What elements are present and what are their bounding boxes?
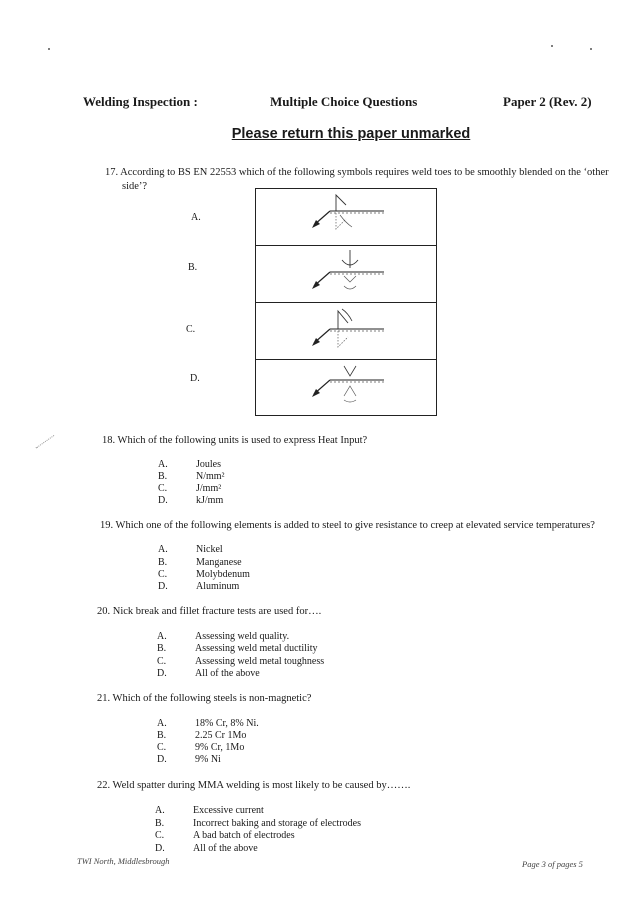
q22-option-d xyxy=(155,843,258,854)
q18-option-d xyxy=(158,495,223,506)
q17-option-c-letter: C. xyxy=(186,324,196,335)
option-letter: D. xyxy=(155,843,165,854)
option-letter: C. xyxy=(157,742,167,753)
option-letter: A. xyxy=(158,544,168,555)
weld-symbol-b-icon xyxy=(256,246,436,303)
q17-option-b-letter: B. xyxy=(188,262,198,273)
option-letter: A. xyxy=(157,631,167,642)
option-text: N/mm² xyxy=(196,471,225,482)
q17-option-d-letter: D. xyxy=(190,373,200,384)
q22-option-b xyxy=(155,818,361,829)
header-title: Multiple Choice Questions xyxy=(270,94,418,109)
option-letter: C. xyxy=(158,483,168,494)
option-text: Assessing weld quality. xyxy=(195,631,290,642)
option-text: Nickel xyxy=(196,544,223,555)
q19-option-a xyxy=(158,544,223,555)
option-text: Assessing weld metal ductility xyxy=(195,643,318,654)
option-letter: D. xyxy=(158,495,168,506)
question-20-stem: 20. Nick break and fillet fracture tests are used for…. xyxy=(97,606,322,617)
question-18-stem: 18. Which of the following units is used to express Heat Input? xyxy=(102,435,368,446)
q18-option-a xyxy=(158,459,221,470)
option-text: Manganese xyxy=(196,557,242,568)
option-letter: D. xyxy=(158,581,168,592)
header-subject: Welding Inspection : xyxy=(83,94,198,109)
weld-symbol-d xyxy=(256,360,436,417)
option-text: 9% Ni xyxy=(195,754,221,765)
q20-option-a xyxy=(157,631,289,642)
option-letter: B. xyxy=(158,557,168,568)
q19-option-d xyxy=(158,581,239,592)
notice xyxy=(0,125,638,143)
option-text: All of the above xyxy=(195,668,260,679)
option-text: A bad batch of electrodes xyxy=(193,830,295,841)
option-letter: C. xyxy=(158,569,168,580)
option-text: kJ/mm xyxy=(196,495,224,506)
option-letter: B. xyxy=(157,643,167,654)
weld-symbols-table xyxy=(255,188,437,416)
option-letter: B. xyxy=(155,818,165,829)
option-letter: A. xyxy=(157,718,167,729)
option-letter: D. xyxy=(157,754,167,765)
option-letter: D. xyxy=(157,668,167,679)
q20-option-d xyxy=(157,668,260,679)
weld-symbol-c xyxy=(256,303,436,360)
q18-option-b xyxy=(158,471,225,482)
q22-option-c xyxy=(155,830,295,841)
option-text: 9% Cr, 1Mo xyxy=(195,742,245,753)
q19-option-c xyxy=(158,569,250,580)
option-letter: C. xyxy=(157,656,167,667)
q20-option-b xyxy=(157,643,318,654)
option-text: J/mm² xyxy=(196,483,222,494)
scan-mark xyxy=(36,435,63,460)
option-text: Excessive current xyxy=(193,805,264,816)
question-17-stem-cont: side’? xyxy=(122,181,148,192)
weld-symbol-c-icon xyxy=(256,303,436,360)
q22-option-a xyxy=(155,805,264,816)
footer-left: TWI North, Middlesbrough xyxy=(77,856,170,866)
option-letter: A. xyxy=(158,459,168,470)
weld-symbol-a-icon xyxy=(256,189,436,246)
q20-option-c xyxy=(157,656,324,667)
scan-speck xyxy=(590,48,592,50)
scan-speck xyxy=(48,48,50,50)
q21-option-b xyxy=(157,730,246,741)
option-text: Incorrect baking and storage of electrodes xyxy=(193,818,361,829)
option-letter: C. xyxy=(155,830,165,841)
option-text: Assessing weld metal toughness xyxy=(195,656,325,667)
option-text: 18% Cr, 8% Ni. xyxy=(195,718,259,729)
option-letter: B. xyxy=(157,730,167,741)
option-letter: A. xyxy=(155,805,165,816)
weld-symbol-a xyxy=(256,189,436,246)
question-21-stem: 21. Which of the following steels is non-magnetic? xyxy=(97,693,312,704)
question-17-stem: 17. According to BS EN 22553 which of the following symbols requires weld toes to be smoothly blended on the ‘other xyxy=(105,167,609,178)
option-text: Molybdenum xyxy=(196,569,250,580)
weld-symbol-b xyxy=(256,246,436,303)
scan-speck xyxy=(551,45,553,47)
question-22-stem: 22. Weld spatter during MMA welding is most likely to be caused by……. xyxy=(97,780,411,791)
q21-option-a xyxy=(157,718,259,729)
q21-option-c xyxy=(157,742,244,753)
q18-option-c xyxy=(158,483,221,494)
notice-text: Please return this paper unmarked xyxy=(231,126,471,142)
weld-symbol-d-icon xyxy=(256,360,436,417)
option-letter: B. xyxy=(158,471,168,482)
option-text: All of the above xyxy=(193,843,258,854)
footer-page-number: Page 3 of pages 5 xyxy=(522,859,583,869)
q17-option-a-letter: A. xyxy=(191,212,201,223)
header-paper: Paper 2 (Rev. 2) xyxy=(503,94,592,109)
q19-option-b xyxy=(158,557,242,568)
q21-option-d xyxy=(157,754,221,765)
option-text: Joules xyxy=(196,459,221,470)
option-text: Aluminum xyxy=(196,581,240,592)
option-text: 2.25 Cr 1Mo xyxy=(195,730,247,741)
question-19-stem: 19. Which one of the following elements is added to steel to give resistance to creep at elevated service temperatures? xyxy=(100,520,595,531)
